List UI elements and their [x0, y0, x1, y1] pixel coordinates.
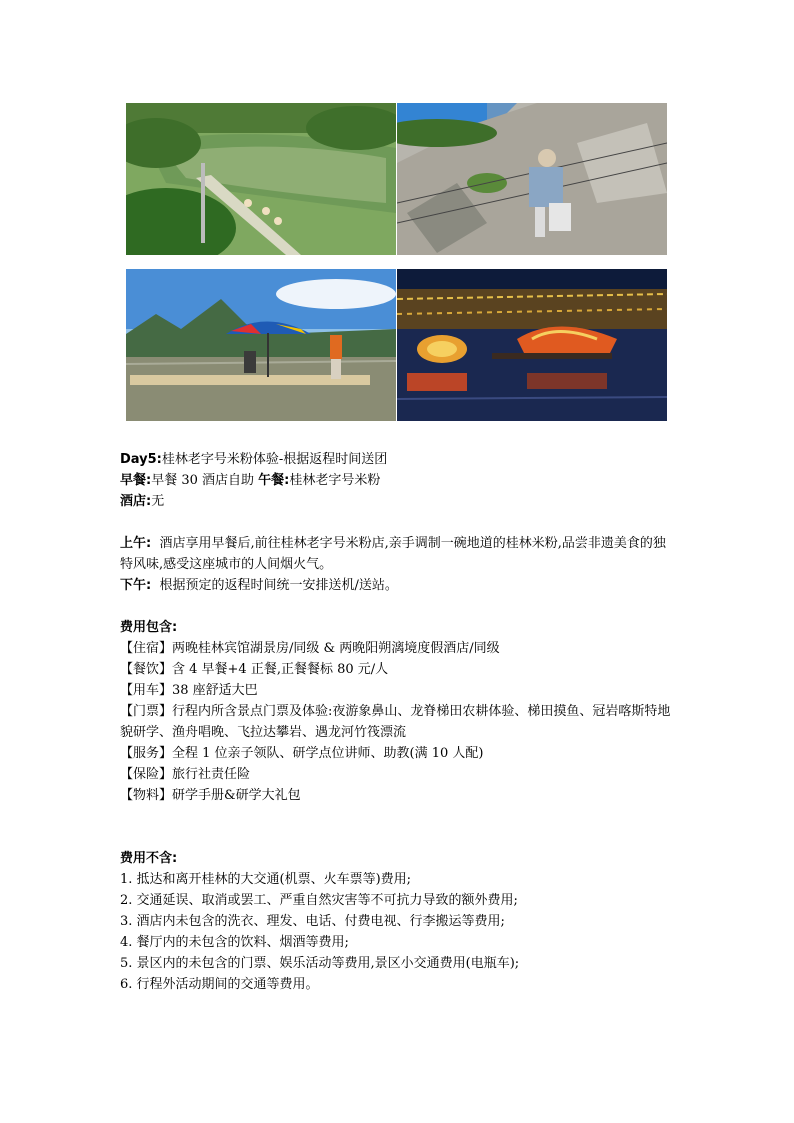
included-heading: 费用包含: — [120, 620, 178, 635]
day-title-text: 桂林老字号米粉体验-根据返程时间送团 — [161, 452, 388, 467]
hotel-text: 无 — [151, 494, 165, 509]
excluded-item: 5. 景区内的未包含的门票、娱乐活动等费用,景区小交通费用(电瓶车); — [120, 956, 520, 971]
included-item: 【物料】研学手册&研学大礼包 — [120, 788, 301, 803]
night-lantern-photo — [397, 269, 667, 421]
lunch-text: 桂林老字号米粉 — [289, 473, 381, 488]
afternoon-line — [120, 575, 680, 596]
excluded-item: 3. 酒店内未包含的洗衣、理发、电话、付费电视、行李搬运等费用; — [120, 914, 505, 929]
afternoon-text: 根据预定的返程时间统一安排送机/送站。 — [159, 578, 398, 593]
bamboo-raft-photo — [126, 269, 396, 421]
morning-label: 上午: — [120, 536, 152, 551]
photo-grid — [126, 103, 667, 421]
morning-paragraph — [120, 533, 676, 575]
lake-boardwalk-photo — [126, 103, 396, 255]
excluded-item: 6. 行程外活动期间的交通等费用。 — [120, 977, 319, 992]
included-item: 【保险】旅行社责任险 — [120, 767, 251, 782]
breakfast-text: 早餐 30 酒店自助 — [151, 473, 255, 488]
cliff-climbing-photo — [397, 103, 667, 255]
hotel-line — [120, 491, 680, 512]
day-title-line — [120, 449, 680, 470]
meals-line — [120, 470, 680, 491]
included-item: 【门票】行程内所含景点门票及体验:夜游象鼻山、龙脊梯田农耕体验、梯田摸鱼、冠岩喀斯特地貌研学、渔舟唱晚、飞拉达攀岩、遇龙河竹筏漂流 — [120, 704, 671, 740]
breakfast-label: 早餐: — [120, 473, 152, 488]
included-item: 【用车】38 座舒适大巴 — [120, 683, 258, 698]
afternoon-label: 下午: — [120, 578, 152, 593]
hotel-label: 酒店: — [120, 494, 152, 509]
lunch-label: 午餐: — [258, 473, 290, 488]
included-item: 【住宿】两晚桂林宾馆湖景房/同级 & 两晚阳朔漓境度假酒店/同级 — [120, 641, 500, 656]
morning-text: 酒店享用早餐后,前往桂林老字号米粉店,亲手调制一碗地道的桂林米粉,品尝非遗美食的独特风味,感受这座城市的人间烟火气。 — [120, 536, 666, 572]
day-title-label: Day5: — [120, 452, 162, 467]
included-item: 【服务】全程 1 位亲子领队、研学点位讲师、助教(满 10 人配) — [120, 746, 484, 761]
included-item: 【餐饮】含 4 早餐+4 正餐,正餐餐标 80 元/人 — [120, 662, 389, 677]
excluded-item: 1. 抵达和离开桂林的大交通(机票、火车票等)费用; — [120, 872, 412, 887]
excluded-item: 4. 餐厅内的未包含的饮料、烟酒等费用; — [120, 935, 349, 950]
excluded-item: 2. 交通延误、取消或罢工、严重自然灾害等不可抗力导致的额外费用; — [120, 893, 518, 908]
excluded-heading: 费用不含: — [120, 851, 178, 866]
